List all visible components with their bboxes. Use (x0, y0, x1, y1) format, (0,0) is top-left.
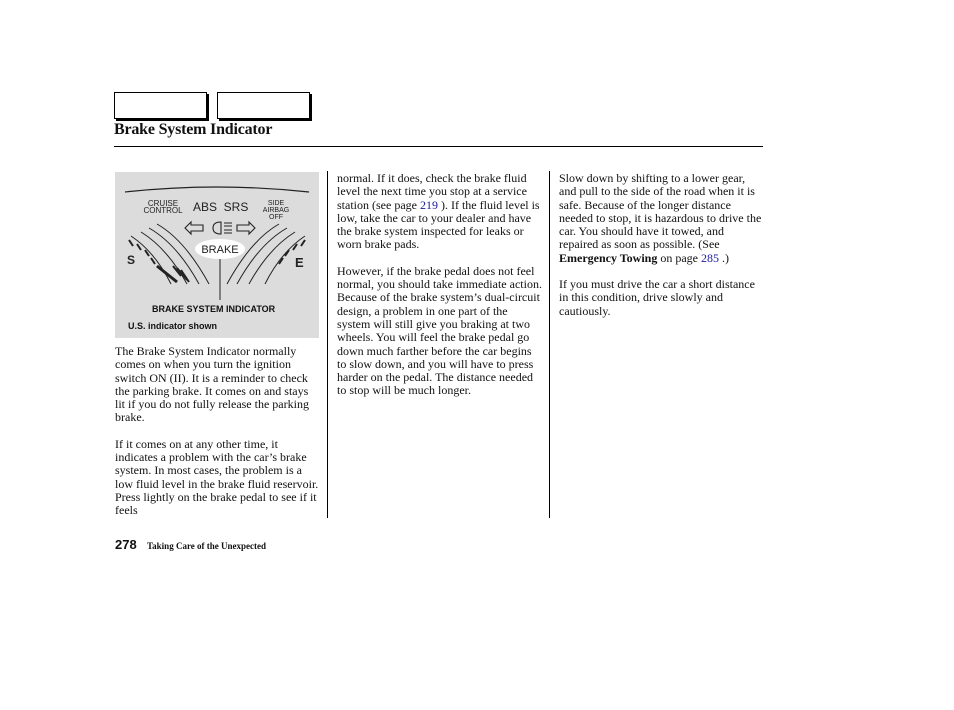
column-divider-2 (549, 171, 550, 518)
side-airbag-label-2: AIRBAG (262, 207, 290, 214)
paragraph (559, 172, 765, 265)
right-turn-arrow-icon (237, 222, 255, 234)
figure-caption: BRAKE SYSTEM INDICATOR (152, 304, 276, 314)
text-run: Slow down by shifting to a lower gear, and pull to the side of the road when it is safe. Because of the longer distance needed to stop, it is hazardous to drive the car. You should have it towed, and repaired as soon as possible. (See (559, 171, 762, 252)
text-run: ). If the fluid level is low, take the car to your dealer and have the brake system inspected for leaks or worn brake pads. (337, 197, 540, 252)
nav-button-next[interactable] (217, 92, 310, 119)
left-gauge (127, 224, 209, 284)
side-airbag-label-1: SIDE (267, 200, 285, 207)
title-rule (114, 146, 763, 147)
srs-label: SRS (223, 200, 249, 214)
gauge-right-mark: E (295, 255, 304, 270)
paragraph: If it comes on at any other time, it indicates a problem with the car’s brake system. In most cases, the problem is a low fluid level in the brake fluid reservoir. Press lightly on the brake pedal to see if it feels (115, 436, 319, 518)
emergency-towing-term: Emergency Towing (559, 250, 658, 265)
figure-note: U.S. indicator shown (128, 321, 218, 331)
cruise-label-1: CRUISE (147, 199, 179, 208)
text-column-3 (559, 172, 765, 331)
section-name: Taking Care of the Unexpected (147, 541, 266, 551)
paragraph: If you must drive the car a short distance in this condition, drive slowly and cautiously. (559, 277, 755, 318)
cruise-label-2: CONTROL (143, 206, 183, 215)
page-number: 278 (115, 537, 137, 552)
column-divider-1 (327, 171, 328, 518)
brake-indicator-figure (115, 172, 319, 338)
text-column-1 (115, 345, 321, 531)
text-column-2 (337, 172, 543, 411)
page-title: Brake System Indicator (114, 121, 273, 138)
paragraph: However, if the brake pedal does not feel normal, you should take immediate action. Because of the brake system’s dual-circuit design, a problem in one part of the system will still give you braking at two wheels. You will feel the brake pedal go down much farther before the car begins to slow down, and you will have to press harder on the pedal. The distance needed to stop will be much longer. (337, 263, 542, 398)
headlight-icon (213, 222, 232, 234)
page-link-219[interactable]: 219 (419, 197, 438, 212)
gauge-left-mark: S (127, 253, 136, 267)
page-link-285[interactable]: 285 (701, 250, 719, 265)
abs-label: ABS (192, 200, 218, 214)
brake-indicator-label: BRAKE (201, 244, 239, 256)
side-airbag-label-3: OFF (269, 214, 283, 221)
paragraph (337, 172, 543, 252)
left-turn-arrow-icon (185, 222, 203, 234)
text-run: normal. If it does, check the brake fluid level the next time you stop at a service station (see page (337, 171, 527, 212)
paragraph: The Brake System Indicator normally comes on when you turn the ignition switch ON (II). It is a reminder to check the parking brake. It comes on and stays lit if you do not fully release the parking brake. (115, 344, 309, 425)
text-run: on page (657, 250, 701, 265)
text-run: .) (719, 250, 729, 265)
nav-button-previous[interactable] (114, 92, 207, 119)
